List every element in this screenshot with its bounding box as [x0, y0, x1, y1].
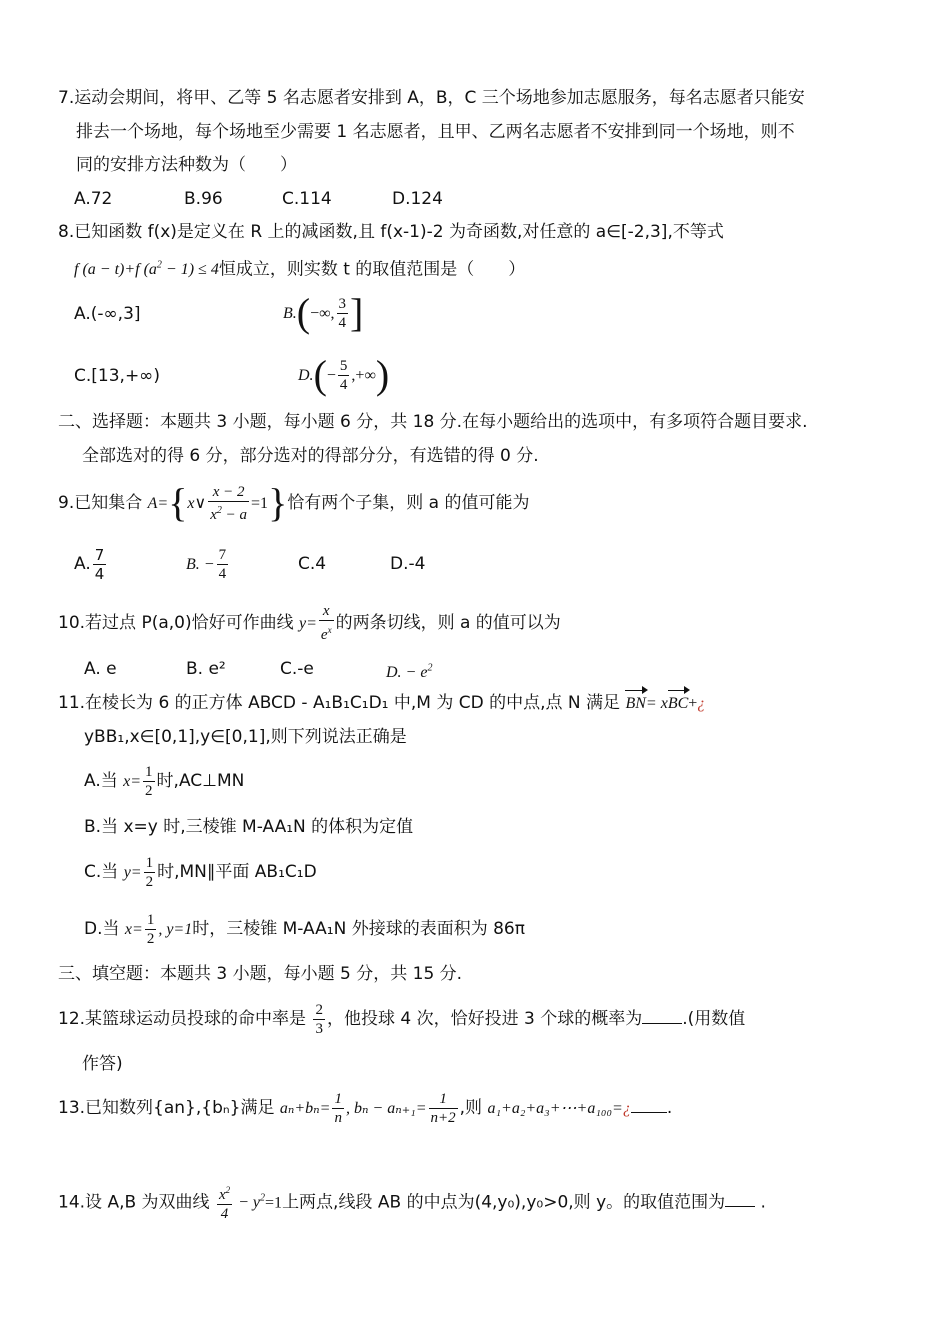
q8-option-a: A.(-∞,3]: [74, 304, 141, 324]
section2-heading: 二、选择题：本题共 3 小题，每小题 6 分，共 18 分.在每小题给出的选项中，有多项符合题目要求.: [58, 412, 808, 432]
q9-option-d: D.-4: [390, 554, 426, 574]
q11-option-a: A.当 x= $\frac{1}{2}$ 时,AC⊥MN: [84, 763, 245, 799]
q7-option-d: D.124: [392, 189, 443, 209]
q8-option-b: B.(−∞, $\frac{3}{4}$ ]: [283, 290, 364, 335]
garbled-char: ¿: [697, 695, 706, 712]
q11-line1: 11.在棱长为 6 的正方体 ABCD - A₁B₁C₁D₁ 中,M 为 CD 的中点,点 N 满足 BN= xBC+¿: [58, 691, 705, 716]
q8-option-d: D.(− $\frac{5}{4}$ ,+∞): [298, 352, 390, 397]
q8-line2: f (a − t)+f $(a^2 - 1) \le 4$恒成立，则实数 t 的取值范围是（ ）: [74, 259, 526, 280]
vector-bc: BC: [668, 692, 688, 716]
q7-option-a: A.72: [74, 189, 113, 209]
q9-option-a: A. $\frac{7}{4}$: [74, 545, 105, 583]
q7-line2: 排去一个场地，每个场地至少需要 1 名志愿者，且甲、乙两名志愿者不安排到同一个场地，则不: [76, 122, 795, 142]
q10-stem: 10.若过点 P(a,0)恰好可作曲线 y= $\frac{x}{e^x}$ 的两条切线，则 a 的值可以为: [58, 603, 561, 643]
q7-line3: 同的安排方法种数为（ ）: [76, 155, 297, 175]
q13-line: 13.已知数列{an},{bₙ}满足 aₙ+bₙ= $\frac{1}{n}$ , bₙ − aₙ₊₁= $\frac{1}{n+2}$ ,则 a₁+a₂+a₃+⋯+a₁₀₀=¿ .: [58, 1090, 673, 1126]
garbled-char: ¿: [622, 1100, 631, 1117]
q9-option-c: C.4: [298, 554, 327, 574]
q8-inequality: f (a − t)+f $(a^2 - 1) \le 4$: [74, 260, 219, 279]
q11-line2: yBB₁,x∈[0,1],y∈[0,1],则下列说法正确是: [84, 727, 407, 747]
q8-option-c: C.[13,+∞): [74, 366, 160, 386]
q11-option-b: B.当 x=y 时,三棱锥 M-AA₁N 的体积为定值: [84, 817, 414, 837]
q10-option-b: B. e²: [186, 659, 226, 679]
q7-option-c: C.114: [282, 189, 332, 209]
q10-option-c: C.-e: [280, 659, 314, 679]
q14-line: 14.设 A,B 为双曲线 $\frac{x^2}{4}$ − $y^2=1$上两点,线段 AB 的中点为(4,y₀),y₀>0,则 y。的取值范围为 .: [58, 1176, 766, 1226]
q7-line1: 7.运动会期间，将甲、乙等 5 名志愿者安排到 A，B，C 三个场地参加志愿服务，每名志愿者只能安: [58, 88, 805, 108]
section2-note: 全部选对的得 6 分，部分选对的得部分分，有选错的得 0 分.: [82, 446, 539, 466]
q11-option-c: C.当 y= $\frac{1}{2}$ 时,MN∥平面 AB₁C₁D: [84, 854, 317, 890]
q10-option-d: D. − $e^2$: [386, 663, 433, 682]
q10-option-a: A. e: [84, 659, 117, 679]
answer-blank: [631, 1096, 667, 1113]
answer-blank: [725, 1190, 755, 1207]
q11-option-d: D.当 x= $\frac{1}{2}$ , y=1时，三棱锥 M-AA₁N 外接球的表面积为 86π: [84, 911, 525, 947]
q7-option-b: B.96: [184, 189, 223, 209]
answer-blank: [642, 1007, 682, 1024]
q12-line2: 作答): [82, 1054, 123, 1074]
vector-bn: BN: [625, 692, 645, 716]
q9-option-b: B. − $\frac{7}{4}$: [186, 546, 227, 582]
q9-stem: 9.已知集合 A={x∨ $\frac{x - 2}{x^2 - a}$ =1}恰有两个子集，则 a 的值可能为: [58, 480, 530, 525]
q12-line1: 12.某篮球运动员投球的命中率是 $\frac{2}{3}$ ，他投球 4 次，恰好投进 3 个球的概率为 .(用数值: [58, 1001, 746, 1037]
q8-line1: 8.已知函数 f(x)是定义在 R 上的减函数,且 f(x-1)-2 为奇函数,对任意的 a∈[-2,3],不等式: [58, 222, 724, 242]
section3-heading: 三、填空题：本题共 3 小题，每小题 5 分，共 15 分.: [58, 964, 463, 984]
